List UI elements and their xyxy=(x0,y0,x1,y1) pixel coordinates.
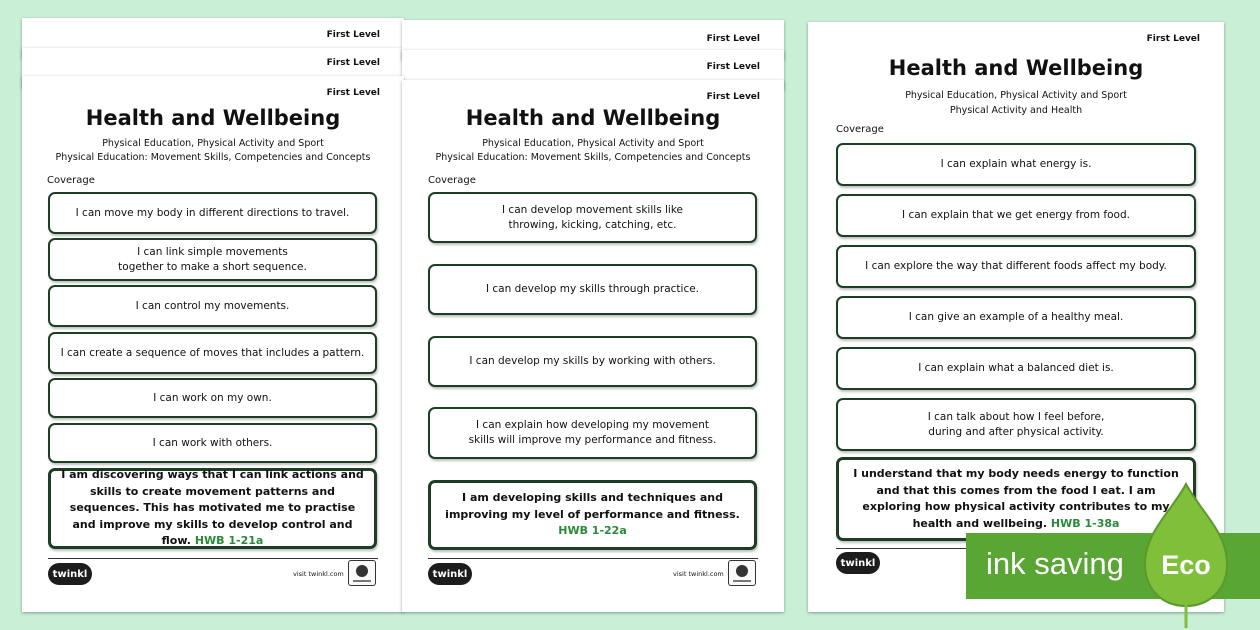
outcome-code: HWB 1-38a xyxy=(1050,516,1120,530)
outcome-code: HWB 1-22a xyxy=(558,524,627,538)
eco-text: Eco xyxy=(1161,550,1211,580)
worksheet-subtitle: Physical Education, Physical Activity and Sport xyxy=(102,138,324,149)
statement-box: I can work with others. xyxy=(48,423,377,463)
statement-box: I can create a sequence of moves that includes a pattern. xyxy=(48,332,377,374)
level-label: First Level xyxy=(706,34,760,44)
statement-box: I can link simple movements together to make a short sequence. xyxy=(48,238,377,281)
statement-box: I can talk about how I feel before, during and after physical activity. xyxy=(836,398,1196,451)
coverage-label: Coverage xyxy=(47,175,95,186)
statement-box: I can control my movements. xyxy=(48,285,377,327)
worksheet-subtitle: Physical Education, Physical Activity and Sport xyxy=(482,138,704,149)
worksheet-subtitle: Physical Activity and Health xyxy=(949,105,1083,116)
quality-badge-icon xyxy=(348,560,376,586)
outcome-text: I am developing skills and techniques and improving my level of performance and fitness. xyxy=(445,491,740,521)
twinkl-logo: twinkl xyxy=(836,552,880,574)
statement-box: I can explain what energy is. xyxy=(836,143,1196,186)
statement-box: I can explore the way that different foods affect my body. xyxy=(836,245,1196,288)
outcome-box xyxy=(48,468,377,549)
footer-divider xyxy=(48,558,378,559)
worksheet-performance xyxy=(402,80,784,612)
quality-badge-icon xyxy=(728,560,756,586)
outcome-text: I understand that my body needs energy to function and that this comes from the food I eat. I am exploring how physical activity contributes to my health and wellbeing. xyxy=(853,467,1179,530)
statement-box: I can explain how developing my movement skills will improve my performance and fitness. xyxy=(428,407,757,459)
outcome-text: I am discovering ways that I can link actions and skills to create movement patterns and sequences. This has motivated me to practise and improve my skills to develop control and flow. xyxy=(61,468,364,548)
statement-box: I can develop my skills through practice. xyxy=(428,264,757,315)
visit-link-text: visit twinkl.com xyxy=(293,570,344,578)
worksheet-subtitle: Physical Education, Physical Activity and Sport xyxy=(905,90,1127,101)
coverage-label: Coverage xyxy=(836,124,884,135)
level-label: First Level xyxy=(326,30,380,40)
level-label: First Level xyxy=(706,92,760,102)
statement-box: I can give an example of a healthy meal. xyxy=(836,296,1196,339)
worksheet-title: Health and Wellbeing xyxy=(465,106,721,130)
statement-box: I can develop my skills by working with others. xyxy=(428,336,757,387)
statement-box: I can develop movement skills like throwing, kicking, catching, etc. xyxy=(428,192,757,243)
worksheet-subtitle: Physical Education: Movement Skills, Competencies and Concepts xyxy=(435,152,751,163)
statement-box: I can move my body in different directions to travel. xyxy=(48,192,377,234)
level-label: First Level xyxy=(706,62,760,72)
visit-link-text: visit twinkl.com xyxy=(673,570,724,578)
level-label: First Level xyxy=(326,88,380,98)
worksheet-title: Health and Wellbeing xyxy=(85,106,341,130)
worksheet-subtitle: Physical Education: Movement Skills, Competencies and Concepts xyxy=(55,152,371,163)
level-label: First Level xyxy=(326,58,380,68)
ink-saving-text: ink saving xyxy=(986,546,1124,581)
level-label: First Level xyxy=(1146,34,1200,44)
outcome-box xyxy=(428,480,757,550)
statement-box: I can explain what a balanced diet is. xyxy=(836,347,1196,390)
twinkl-logo: twinkl xyxy=(48,563,92,585)
footer-divider xyxy=(428,558,758,559)
statement-box: I can work on my own. xyxy=(48,378,377,418)
worksheet-title: Health and Wellbeing xyxy=(888,56,1144,80)
twinkl-logo: twinkl xyxy=(428,563,472,585)
coverage-label: Coverage xyxy=(428,175,476,186)
outcome-code: HWB 1-21a xyxy=(194,534,264,548)
statement-box: I can explain that we get energy from food. xyxy=(836,194,1196,237)
eco-leaf-icon xyxy=(1141,482,1231,630)
worksheet-movement xyxy=(22,76,404,612)
